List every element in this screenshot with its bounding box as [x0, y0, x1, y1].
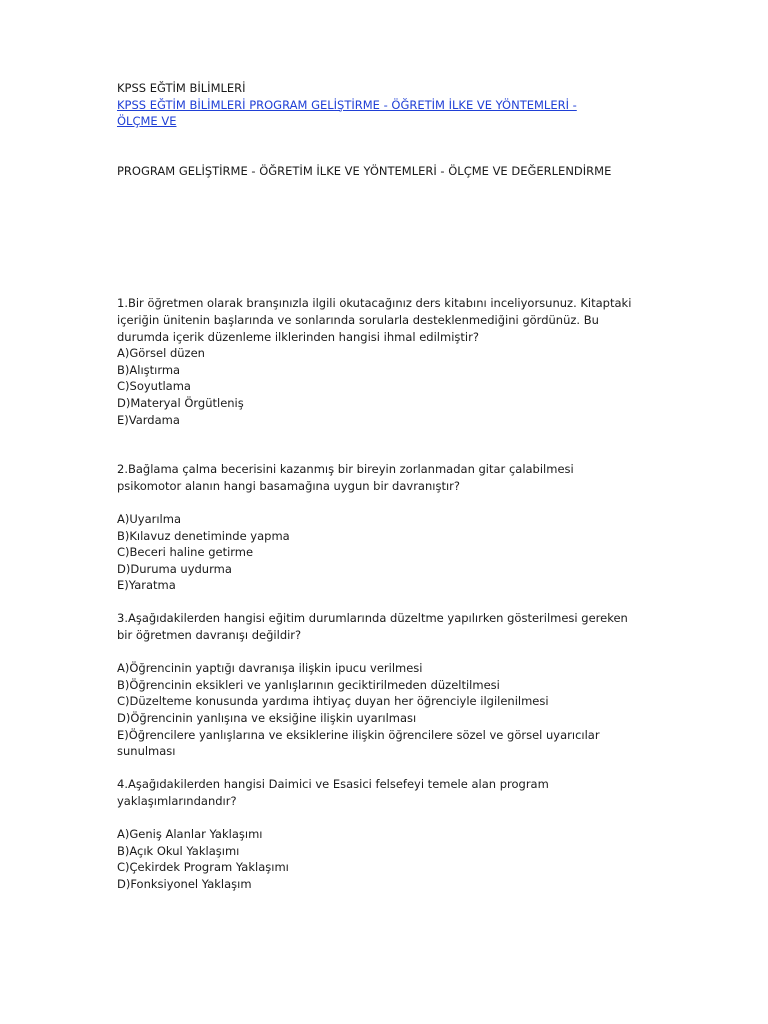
question-4 [117, 776, 657, 892]
answer-option: C)Soyutlama [117, 379, 191, 394]
document-title: KPSS EĞTİM BİLİMLERİ [117, 81, 246, 95]
answer-option: sunulması [117, 744, 176, 759]
question-text [117, 461, 657, 494]
question-line: 2.Bağlama çalma becerisini kazanmış bir bireyin zorlanmadan gitar çalabilmesi [117, 462, 574, 477]
answer-option: D)Öğrencinin yanlışına ve eksiğine ilişkin uyarılması [117, 711, 417, 726]
answer-option: E)Yaratma [117, 578, 176, 593]
question-line: 3.Aşağıdakilerden hangisi eğitim durumlarında düzeltme yapılırken gösterilmesi gereken [117, 611, 628, 626]
answer-option: B)Açık Okul Yaklaşımı [117, 843, 240, 858]
question-line: içeriğin ünitenin başlarında ve sonlarında sorularla desteklenmediğini gördünüz. Bu [117, 312, 599, 327]
answer-options [117, 826, 657, 892]
answer-option: B)Öğrencinin eksikleri ve yanlışlarının geciktirilmeden düzeltilmesi [117, 677, 500, 692]
document-page [117, 80, 657, 893]
question-line: bir öğretmen davranışı değildir? [117, 628, 302, 643]
answer-option: C)Düzelteme konusunda yardıma ihtiyaç duyan her öğrenciyle ilgilenilmesi [117, 694, 549, 709]
question-line: 4.Aşağıdakilerden hangisi Daimici ve Esasici felsefeyi temele alan program [117, 777, 549, 792]
question-2 [117, 461, 657, 594]
question-line: durumda içerik düzenleme ilklerinden hangisi ihmal edilmiştir? [117, 329, 479, 344]
question-text [117, 776, 657, 809]
answer-option: E)Öğrencilere yanlışlarına ve eksiklerine ilişkin öğrencilere sözel ve görsel uyarıcılar [117, 727, 600, 742]
question-3 [117, 610, 657, 759]
question-1 [117, 295, 657, 428]
answer-option: C)Beceri haline getirme [117, 545, 254, 560]
question-line: psikomotor alanın hangi basamağına uygun bir davranıştır? [117, 478, 460, 493]
answer-option: D)Duruma uydurma [117, 561, 232, 576]
answer-options [117, 660, 657, 760]
answer-option: E)Vardama [117, 412, 180, 427]
answer-option: A)Geniş Alanlar Yaklaşımı [117, 827, 263, 842]
section-heading: PROGRAM GELİŞTİRME - ÖĞRETİM İLKE VE YÖNTEMLERİ - ÖLÇME VE DEĞERLENDİRME [117, 163, 612, 178]
answer-options [117, 511, 657, 594]
question-line: 1.Bir öğretmen olarak branşınızla ilgili okutacağınız ders kitabını inceliyorsunuz. Kitaptaki [117, 296, 632, 311]
answer-option: D)Materyal Örgütleniş [117, 395, 244, 410]
question-text [117, 295, 657, 345]
answer-option: A)Uyarılma [117, 511, 181, 526]
answer-option: A)Görsel düzen [117, 346, 205, 361]
question-line: yaklaşımlarındandır? [117, 794, 237, 808]
title-link-line-2[interactable]: ÖLÇME VE [117, 114, 177, 129]
question-text [117, 610, 657, 643]
answer-option: B)Alıştırma [117, 362, 181, 377]
answer-option: A)Öğrencinin yaptığı davranışa ilişkin ipucu verilmesi [117, 661, 423, 676]
answer-option: D)Fonksiyonel Yaklaşım [117, 876, 252, 891]
title-link-line-1[interactable]: KPSS EĞTİM BİLİMLERİ PROGRAM GELİŞTİRME - ÖĞRETİM İLKE VE YÖNTEMLERİ - [117, 97, 577, 112]
answer-option: B)Kılavuz denetiminde yapma [117, 528, 290, 543]
answer-option: C)Çekirdek Program Yaklaşımı [117, 860, 289, 875]
answer-options [117, 345, 657, 428]
